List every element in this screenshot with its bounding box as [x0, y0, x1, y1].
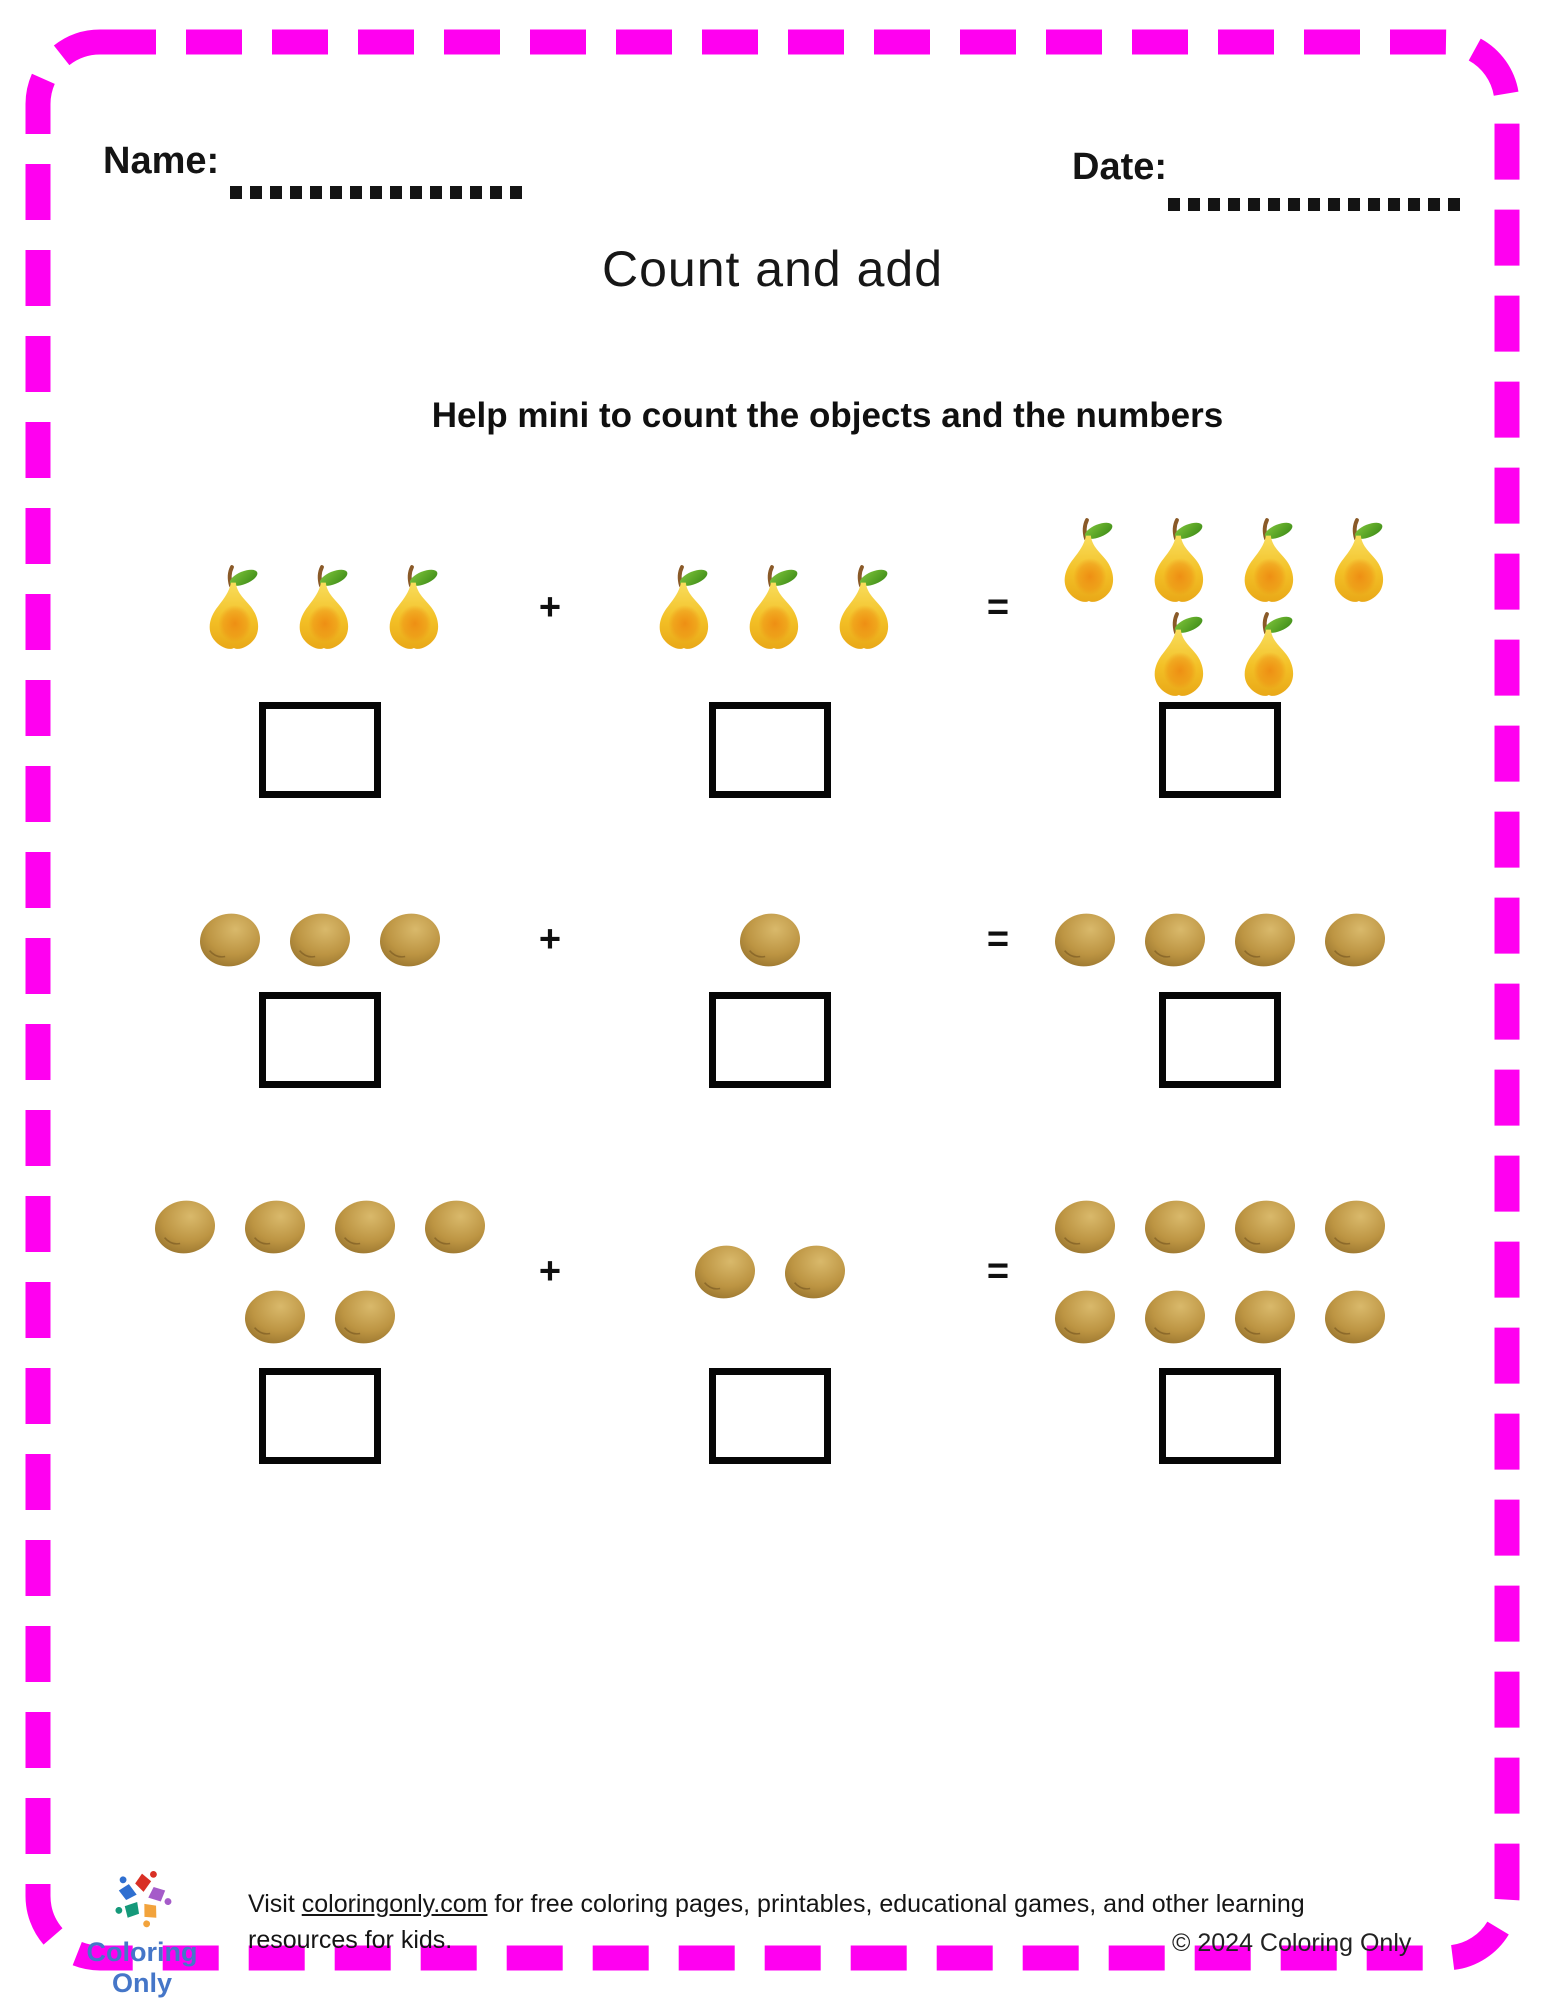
kiwi-icon [1220, 1182, 1310, 1272]
plus-sign: + [538, 586, 562, 629]
fruit-subrow [680, 1227, 860, 1317]
problem-3-sum [1045, 0, 1395, 2000]
fruit-subrow [230, 1272, 410, 1362]
kiwi-group [600, 1227, 940, 1317]
kiwi-icon [410, 1182, 500, 1272]
fruit-subrow [1040, 1272, 1400, 1362]
equals-sign: = [986, 586, 1010, 629]
kiwi-icon [770, 1227, 860, 1317]
footer-note-prefix: Visit [248, 1890, 302, 1918]
kiwi-icon [1130, 1182, 1220, 1272]
kiwi-icon [1130, 1272, 1220, 1362]
kiwi-icon [1040, 1272, 1130, 1362]
instructions-text: Help mini to count the objects and the numbers [431, 396, 1224, 435]
copyright-text: © 2024 Coloring Only [1172, 1929, 1412, 1957]
kiwi-group [150, 1182, 490, 1362]
name-label: Name: [103, 140, 220, 182]
plus-sign: + [538, 918, 562, 961]
kiwi-icon [1310, 1182, 1400, 1272]
answer-box-3-sum[interactable] [1159, 1368, 1281, 1464]
kiwi-icon [140, 1182, 230, 1272]
page-title: Count and add [601, 241, 944, 297]
equals-sign: = [986, 1250, 1010, 1293]
kiwi-icon [1040, 1182, 1130, 1272]
kiwi-icon [320, 1272, 410, 1362]
equals-sign: = [986, 918, 1010, 961]
kiwi-icon [1310, 1272, 1400, 1362]
answer-box-3-addend-2[interactable] [709, 1368, 831, 1464]
kiwi-icon [230, 1182, 320, 1272]
date-label: Date: [1072, 146, 1168, 188]
footer-note-suffix: for free coloring pages, printables, educational games, and other learning resources for kids. [248, 1890, 1305, 1954]
logo-icon [94, 1866, 190, 1930]
coloringonly-link[interactable]: coloringonly.com [301, 1890, 488, 1918]
plus-sign: + [538, 1250, 562, 1293]
problem-3-addend-2 [600, 0, 940, 2000]
logo-text: Coloring Only [86, 1937, 198, 1998]
kiwi-icon [320, 1182, 410, 1272]
problem-3-addend-1 [150, 0, 490, 2000]
answer-box-3-addend-1[interactable] [259, 1368, 381, 1464]
coloring-only-logo [62, 1866, 222, 1999]
kiwi-icon [680, 1227, 770, 1317]
kiwi-group [1045, 1182, 1395, 1362]
kiwi-icon [230, 1272, 320, 1362]
fruit-subrow [140, 1182, 500, 1272]
fruit-subrow [1040, 1182, 1400, 1272]
kiwi-icon [1220, 1272, 1310, 1362]
